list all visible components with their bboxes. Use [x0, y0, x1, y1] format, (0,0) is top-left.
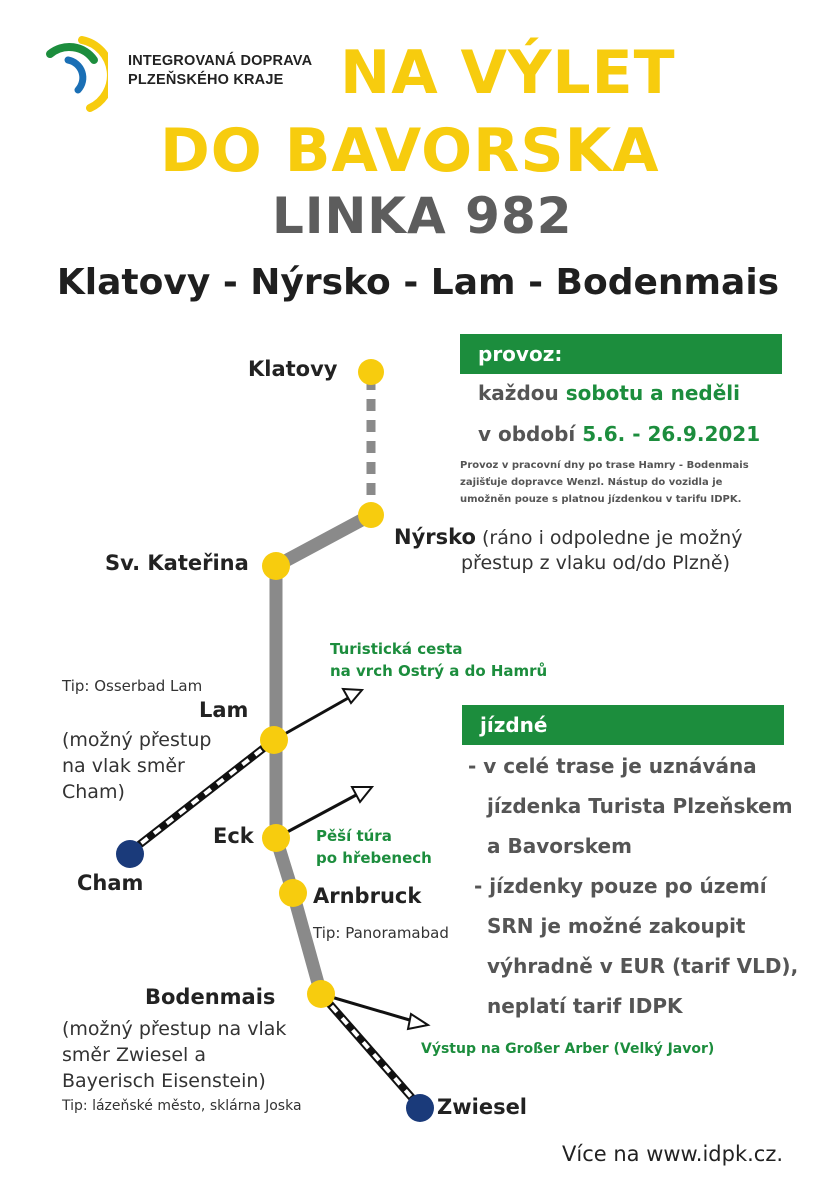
jizdne-heading: jízdné — [462, 705, 784, 745]
stop-label-nyrsko: Nýrsko (ráno i odpoledne je možný — [394, 525, 743, 549]
jizdne-line-3: a Bavorskem — [487, 834, 632, 858]
jizdne-line-4: - jízdenky pouze po území — [474, 874, 767, 898]
stop-label-lam: Lam — [199, 698, 249, 722]
stop-label-sv-katerina: Sv. Kateřina — [105, 551, 249, 575]
title-line1: NA VÝLET — [340, 38, 676, 108]
lam-note: (možný přestup na vlak směr Cham) — [62, 729, 212, 803]
stop-dot-bodenmais — [307, 980, 335, 1008]
provoz-days: každou sobotu a neděli — [478, 381, 741, 405]
line-number-title: LINKA 982 — [272, 187, 573, 245]
title-line2: DO BAVORSKA — [160, 116, 660, 186]
stop-label-klatovy: Klatovy — [248, 357, 338, 381]
stop-label-arnbruck: Arnbruck — [313, 884, 422, 908]
jizdne-line-1: - v celé trase je uznávána — [468, 754, 757, 778]
stop-dot-nyrsko — [358, 502, 384, 528]
jizdne-line-7: neplatí tarif IDPK — [487, 994, 683, 1018]
org-name-line2: PLZEŇSKÉHO KRAJE — [128, 72, 284, 88]
org-name-line1: INTEGROVANÁ DOPRAVA — [128, 53, 313, 69]
stop-dot-lam — [260, 726, 288, 754]
lam-tip: Tip: Osserbad Lam — [62, 677, 203, 695]
nyrsko-note-line2: přestup z vlaku od/do Plzně) — [461, 552, 730, 574]
stop-dot-klatovy — [358, 359, 384, 385]
footer-link[interactable]: Více na www.idpk.cz. — [562, 1142, 784, 1166]
provoz-period: v období 5.6. - 26.9.2021 — [478, 422, 761, 446]
trail-note-arber: Výstup na Großer Arber (Velký Javor) — [421, 1041, 715, 1057]
stop-label-eck: Eck — [213, 824, 254, 848]
bodenmais-note: (možný přestup na vlak směr Zwiesel a Bayerisch Eisenstein) — [62, 1018, 287, 1092]
provoz-heading: provoz: — [460, 334, 782, 374]
trail-note-ostry: Turistická cesta na vrch Ostrý a do Hamrů — [330, 640, 548, 680]
stop-label-zwiesel: Zwiesel — [437, 1095, 528, 1119]
jizdne-line-6: výhradně v EUR (tarif VLD), — [487, 954, 799, 978]
jizdne-line-5: SRN je možné zakoupit — [487, 914, 746, 938]
bodenmais-tip: Tip: lázeňské město, sklárna Joska — [62, 1098, 302, 1114]
stop-label-bodenmais: Bodenmais — [145, 985, 276, 1009]
stop-dot-eck — [262, 824, 290, 852]
stop-dot-arnbruck — [279, 879, 307, 907]
arnbruck-tip: Tip: Panoramabad — [313, 924, 449, 942]
provoz-small-text: Provoz v pracovní dny po trase Hamry - Bodenmais zajišťuje dopravce Wenzl. Nástup do vozidla je umožněn pouze s platnou jízdenkou v tarifu IDPK. — [460, 460, 749, 505]
stop-dot-zwiesel — [406, 1094, 434, 1122]
stop-label-cham: Cham — [77, 871, 144, 895]
jizdne-line-2: jízdenka Turista Plzeňskem — [487, 794, 793, 818]
stop-dot-cham — [116, 840, 144, 868]
route-heading: Klatovy - Nýrsko - Lam - Bodenmais — [56, 262, 780, 303]
route-main-line — [276, 515, 371, 994]
stop-dot-sv-katerina — [262, 552, 290, 580]
trail-note-ridge: Pěší túra po hřebenech — [316, 827, 432, 867]
